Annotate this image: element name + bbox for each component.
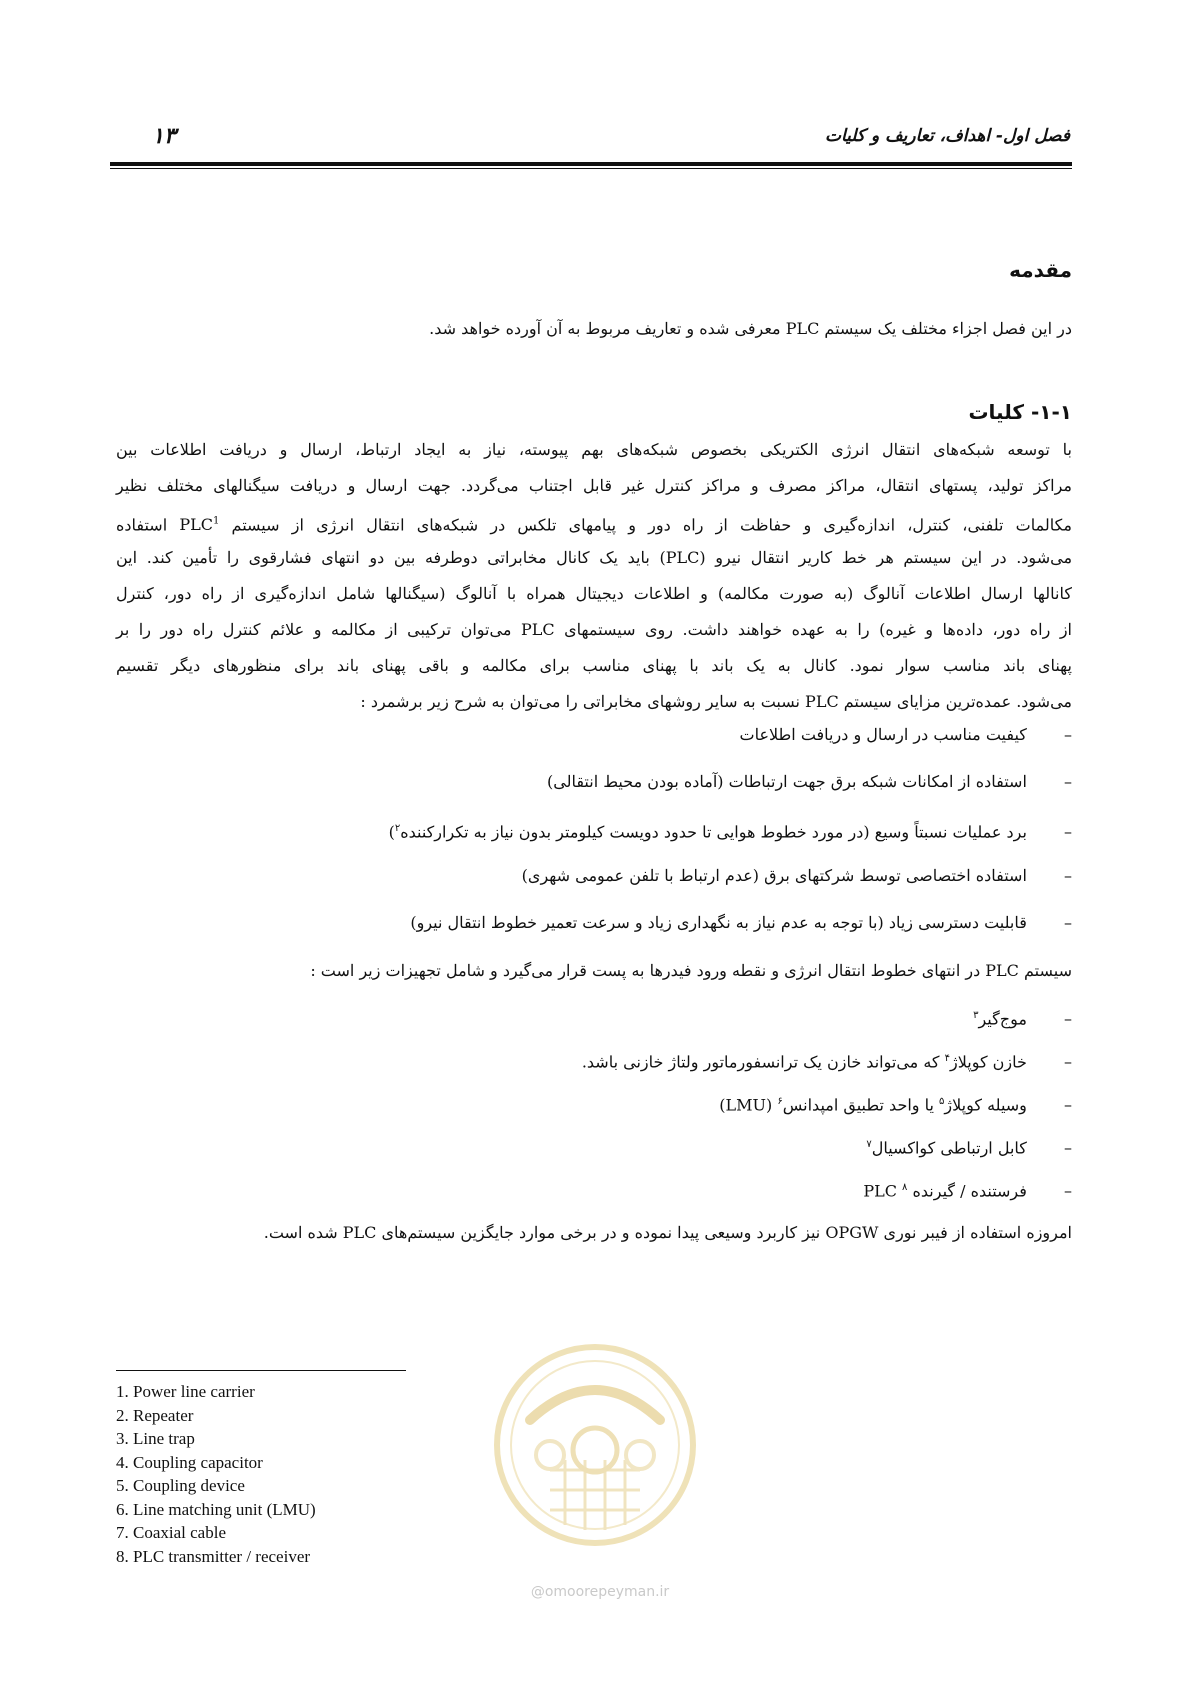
list-item-text: وسیله کوپلاژ bbox=[944, 1095, 1027, 1115]
list-item-tail: که می‌تواند خازن یک ترانسفورماتور ولتاژ خازنی باشد. bbox=[581, 1052, 945, 1072]
footnote: 3. Line trap bbox=[116, 1429, 195, 1448]
page-number: ۱۳ bbox=[152, 124, 176, 149]
chapter-title: فصل اول- اهداف، تعاریف و کلیات bbox=[824, 126, 1070, 146]
bullet-dash: – bbox=[1064, 1181, 1072, 1201]
list-item-tail: ) bbox=[388, 822, 395, 842]
intro-heading: مقدمه bbox=[1009, 258, 1072, 282]
list-item bbox=[582, 1041, 1072, 1077]
plc-term bbox=[179, 515, 219, 534]
list-item-tail: (LMU) bbox=[719, 1095, 778, 1115]
advantages-list bbox=[116, 717, 1072, 932]
bullet-dash: – bbox=[1064, 1009, 1072, 1029]
paragraph-line: کانالها ارسال اطلاعات آنالوگ (به صورت مکالمه) و اطلاعات دیجیتال همراه با آنالوگ (سیگنالها شامل اندازه‌گیری از راه دور، کنترل bbox=[116, 584, 1072, 603]
paragraph-line-text: مکالمات تلفنی، کنترل، اندازه‌گیری و حفاظت از راه دور و پیامهای تلکس در شبکه‌های انتقال انرژی از سیستم bbox=[231, 515, 1072, 535]
footnote-ref: ۵ bbox=[939, 1096, 945, 1107]
footnote-ref: ۴ bbox=[944, 1053, 950, 1064]
list-item-text: فرستنده / گیرنده PLC bbox=[863, 1181, 1027, 1201]
plc-word: PLC bbox=[179, 515, 213, 535]
footnote-ref: ۶ bbox=[777, 1096, 783, 1107]
list-item-text: کابل ارتباطی کواکسیال bbox=[871, 1138, 1027, 1158]
footnote: 5. Coupling device bbox=[116, 1476, 245, 1495]
bullet-dash: – bbox=[1064, 772, 1072, 791]
paragraph-line: از راه دور، داده‌ها و غیره) را به عهده خواهند داشت. روی سیستمهای PLC می‌توان ترکیبی از مکالمه و علائم کنترل راه دور را بر bbox=[116, 620, 1073, 639]
footnote-ref: ۳ bbox=[973, 1010, 979, 1021]
header-rule-thin bbox=[110, 168, 1072, 169]
list-item-text: کیفیت مناسب در ارسال و دریافت اطلاعات bbox=[739, 725, 1027, 744]
list-item-text: استفاده از امکانات شبکه برق جهت ارتباطات (آماده بودن محیط انتقالی) bbox=[546, 772, 1027, 791]
list-item bbox=[547, 764, 1072, 800]
footnote: 4. Coupling capacitor bbox=[116, 1452, 263, 1472]
list-item bbox=[866, 1127, 1072, 1163]
closing-block bbox=[116, 1215, 1072, 1251]
footnote-rule bbox=[116, 1370, 406, 1371]
section-heading: ۱-۱- کلیات bbox=[968, 400, 1072, 424]
footnote-ref: ۲ bbox=[394, 823, 401, 834]
list-item-text: موج‌گیر bbox=[978, 1009, 1027, 1029]
list-item bbox=[740, 717, 1072, 753]
footnote-ref: 1 bbox=[212, 516, 220, 527]
list-item bbox=[973, 998, 1072, 1034]
footnote: 6. Line matching unit (LMU) bbox=[116, 1499, 316, 1519]
bullet-dash: – bbox=[1064, 822, 1072, 842]
list-item bbox=[863, 1170, 1072, 1206]
section-paragraph bbox=[116, 432, 1072, 762]
footnote-ref: ۸ bbox=[902, 1182, 908, 1193]
closing-sentence: امروزه استفاده از فیبر نوری OPGW نیز کاربرد وسیعی پیدا نموده و در برخی موارد جایگزین سیستم‌های PLC شده است. bbox=[263, 1223, 1072, 1242]
list-item-text: برد عملیات نسبتاً وسیع (در مورد خطوط هوایی تا حدود دویست کیلومتر بدون نیاز به تکرارکننده bbox=[400, 822, 1027, 842]
footnotes bbox=[116, 1380, 316, 1568]
footnote: 8. PLC transmitter / receiver bbox=[116, 1546, 311, 1566]
list-item-text: خازن کوپلاژ bbox=[949, 1052, 1027, 1072]
equipment-list bbox=[116, 998, 1072, 1201]
bullet-dash: – bbox=[1064, 866, 1072, 885]
list-item-text: قابلیت دسترسی زیاد (با توجه به عدم نیاز به نگهداری زیاد و سرعت تعمیر خطوط انتقال نیرو) bbox=[410, 913, 1027, 932]
bullet-dash: – bbox=[1064, 725, 1072, 744]
footnote: 2. Repeater bbox=[116, 1405, 194, 1425]
paragraph-line bbox=[116, 504, 1072, 540]
watermark-url: @omoorepeyman.ir bbox=[530, 1584, 670, 1600]
paragraph-line: با توسعه شبکه‌های انتقال انرژی الکتریکی بخصوص شبکه‌های بهم پیوسته، نیاز به ایجاد ارتباط، ارسال و دریافت اطلاعات بین bbox=[116, 440, 1072, 459]
list-item-tail: یا واحد تطبیق امپدانس bbox=[782, 1095, 939, 1115]
footnote: 7. Coaxial cable bbox=[116, 1523, 226, 1542]
header-rule-thick bbox=[110, 162, 1072, 166]
paragraph-line: پهنای باند مناسب سوار نمود. کانال به یک باند با پهنای مناسب برای مکالمه و باقی پهنای باند برای منظورهای دیگر تقسیم bbox=[116, 656, 1072, 675]
paragraph-line: می‌شود. در این سیستم هر خط کاریر انتقال نیرو (PLC) باید یک کانال مخابراتی دوطرفه بین دو انتهای فشارقوی را تأمین کند. این bbox=[116, 548, 1073, 567]
paragraph-line: مراکز تولید، پستهای انتقال، مراکز مصرف و مراکز کنترل غیر قابل اجتناب می‌گردد. جهت ارسال و دریافت سیگنالهای مختلف نظیر bbox=[116, 476, 1072, 495]
equipment-intro: سیستم PLC در انتهای خطوط انتقال انرژی و نقطه ورود فیدرها به پست قرار می‌گیرد و شامل تجهیزات زیر است : bbox=[310, 961, 1072, 980]
list-item bbox=[719, 1084, 1072, 1120]
footnote-ref: ۷ bbox=[866, 1139, 872, 1150]
paragraph-line-tail: استفاده bbox=[116, 515, 168, 535]
list-item bbox=[389, 811, 1072, 847]
bullet-dash: – bbox=[1064, 913, 1072, 932]
bullet-dash: – bbox=[1064, 1138, 1072, 1158]
watermark-logo bbox=[490, 1340, 700, 1550]
footnote: 1. Power line carrier bbox=[116, 1382, 255, 1401]
list-item bbox=[522, 858, 1072, 894]
bullet-dash: – bbox=[1064, 1095, 1072, 1115]
bullet-dash: – bbox=[1064, 1052, 1072, 1072]
intro-paragraph: در این فصل اجزاء مختلف یک سیستم PLC معرفی شده و تعاریف مربوط به آن آورده خواهد شد. bbox=[429, 319, 1072, 338]
equipment-intro-block bbox=[116, 953, 1072, 989]
paragraph-line: می‌شود. عمده‌ترین مزایای سیستم PLC نسبت به سایر روشهای مخابراتی را می‌توان به شرح زیر برشمرد : bbox=[360, 692, 1072, 711]
list-item-text: استفاده اختصاصی توسط شرکتهای برق (عدم ارتباط با تلفن عمومی شهری) bbox=[521, 866, 1027, 885]
list-item bbox=[410, 905, 1072, 941]
